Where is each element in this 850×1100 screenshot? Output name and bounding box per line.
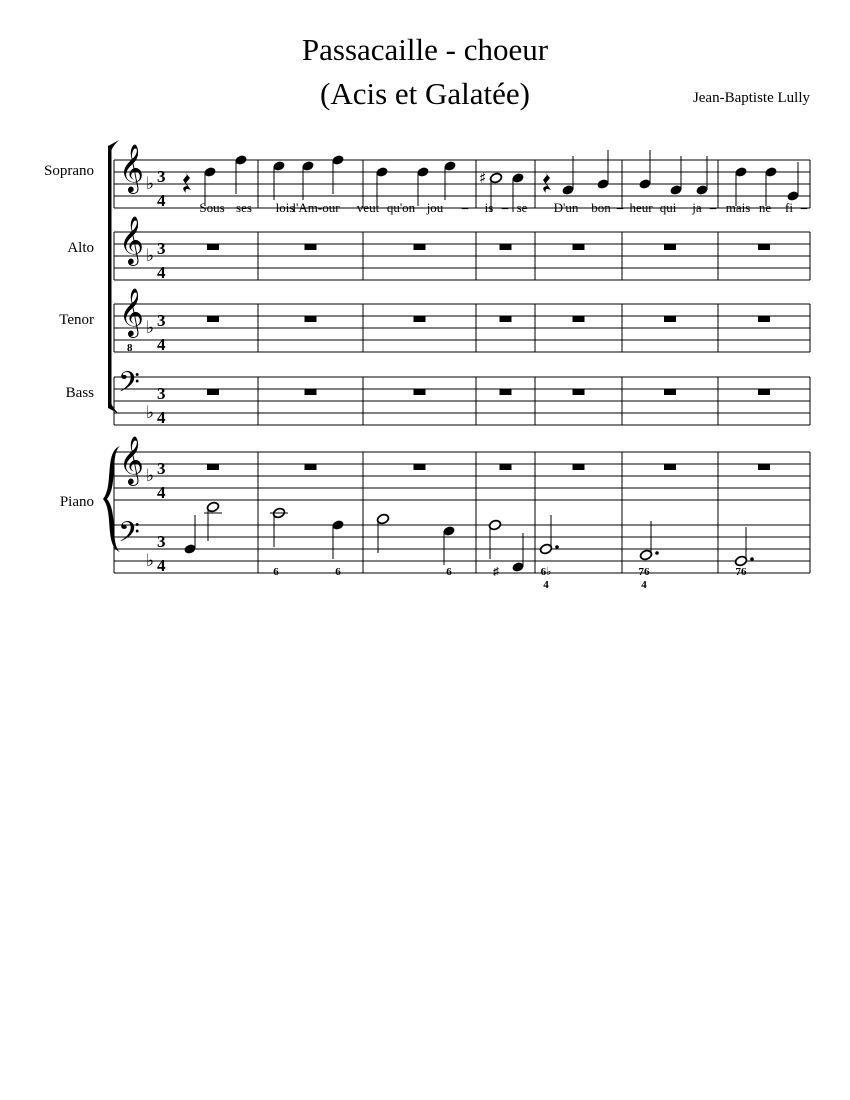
whole-rest: [305, 244, 317, 250]
time-signature-numerator: 3: [157, 311, 166, 330]
time-signature-denominator: 4: [157, 556, 166, 575]
whole-rest: [664, 464, 676, 470]
whole-rest: [414, 244, 426, 250]
figure-top: 6: [335, 566, 341, 578]
quarter-rest: [183, 172, 191, 193]
whole-rest: [207, 464, 219, 470]
time-signature-denominator: 4: [157, 483, 166, 502]
treble-clef-icon: 𝄞: [119, 143, 144, 192]
lyric-syllable: ja: [692, 200, 702, 215]
lyric-syllable: lois: [275, 200, 295, 215]
part-label-tenor: Tenor: [59, 312, 94, 328]
flat-icon: ♭: [146, 551, 155, 571]
lyric-syllable: ne: [758, 200, 772, 215]
whole-rest: [664, 389, 676, 395]
lyric-syllable: –: [709, 200, 717, 215]
lyric-syllable: –: [800, 200, 808, 215]
dot: [655, 551, 659, 555]
lyric-syllable: heur: [629, 200, 653, 215]
whole-rest: [500, 244, 512, 250]
whole-rest: [500, 464, 512, 470]
time-signature-numerator: 3: [157, 532, 166, 551]
whole-rest: [664, 244, 676, 250]
figure-bottom: 4: [543, 579, 549, 591]
time-signature-numerator: 3: [157, 167, 166, 186]
lyric-syllable: qu'on: [386, 200, 416, 215]
lyric-syllable: –: [461, 200, 469, 215]
lyric-syllable: qui: [659, 200, 677, 215]
lyric-syllable: –: [616, 200, 624, 215]
time-signature-denominator: 4: [157, 408, 166, 427]
flat-icon: ♭: [146, 318, 155, 338]
figure-top: 6♭: [540, 566, 552, 578]
figure-top: 6: [273, 566, 279, 578]
whole-rest: [500, 316, 512, 322]
time-signature-denominator: 4: [157, 335, 166, 354]
figure-top: 76: [638, 566, 650, 578]
lyric-syllable: veut: [356, 200, 380, 215]
whole-rest: [758, 316, 770, 322]
bass-clef-icon: 𝄢: [118, 366, 140, 406]
part-label-bass: Bass: [65, 385, 94, 401]
whole-rest: [573, 316, 585, 322]
quarter-rest: [543, 172, 551, 193]
clefs: [118, 143, 144, 556]
lyric-syllable: –: [501, 200, 509, 215]
whole-rest: [414, 464, 426, 470]
time-signature-denominator: 4: [157, 191, 166, 210]
bass-clef-icon: 𝄢: [118, 516, 140, 556]
part-label-soprano: Soprano: [44, 163, 94, 179]
key-signature-flat-icon: [146, 174, 154, 571]
whole-rest: [207, 244, 219, 250]
flat-icon: ♭: [146, 246, 155, 266]
lyric-syllable: bon: [591, 200, 611, 215]
lyric-syllable: ses: [236, 200, 252, 215]
figure-bottom: 4: [641, 579, 647, 591]
part-label-piano: Piano: [59, 494, 94, 510]
whole-rest: [758, 464, 770, 470]
lyric-syllable: Sous: [199, 200, 225, 215]
whole-rest: [305, 464, 317, 470]
dot: [750, 557, 754, 561]
treble-clef-icon: 𝄞: [119, 287, 144, 336]
flat-icon: ♭: [146, 466, 155, 486]
whole-rest: [664, 316, 676, 322]
time-signature-numerator: 3: [157, 239, 166, 258]
lyric-syllable: fi: [785, 200, 793, 215]
whole-rest: [305, 389, 317, 395]
whole-rest: [414, 316, 426, 322]
treble-clef-icon: 𝄞: [119, 215, 144, 264]
whole-rests: [207, 244, 770, 470]
treble-clef-icon: 𝄞: [119, 435, 144, 484]
flat-icon: ♭: [146, 174, 155, 194]
barlines: [114, 160, 810, 573]
lyric-syllable: jou: [426, 200, 444, 215]
whole-rest: [573, 464, 585, 470]
part-label-alto: Alto: [67, 240, 94, 256]
lyric-syllable: mais: [725, 200, 751, 215]
figure-top: ♯: [493, 566, 499, 578]
tenor-octave-mark: 8: [127, 342, 133, 354]
page-title: Passacaille - choeur: [301, 32, 549, 67]
lyric-syllable: se: [516, 200, 528, 215]
whole-rest: [758, 389, 770, 395]
figured-bass: [273, 566, 747, 591]
page-subtitle: (Acis et Galatée): [320, 76, 530, 111]
time-signature-denominator: 4: [157, 263, 166, 282]
sharp-icon: ♯: [479, 169, 487, 187]
composer-name: Jean-Baptiste Lully: [692, 90, 810, 106]
whole-rest: [573, 244, 585, 250]
whole-rest: [305, 316, 317, 322]
lyric-syllable: l'Am-our: [292, 200, 340, 215]
whole-rest: [573, 389, 585, 395]
whole-rest: [207, 389, 219, 395]
figure-top: 6: [446, 566, 452, 578]
staff-lines: [114, 160, 810, 573]
whole-rest: [414, 389, 426, 395]
time-signature-numerator: 3: [157, 384, 166, 403]
flat-icon: ♭: [146, 403, 155, 423]
lyric-syllable: is: [484, 200, 494, 215]
figure-top: 76: [735, 566, 747, 578]
time-signatures: [157, 167, 166, 575]
whole-rest: [500, 389, 512, 395]
whole-rest: [207, 316, 219, 322]
whole-rest: [758, 244, 770, 250]
lyric-syllable: D'un: [553, 200, 579, 215]
dot: [555, 545, 559, 549]
time-signature-numerator: 3: [157, 459, 166, 478]
